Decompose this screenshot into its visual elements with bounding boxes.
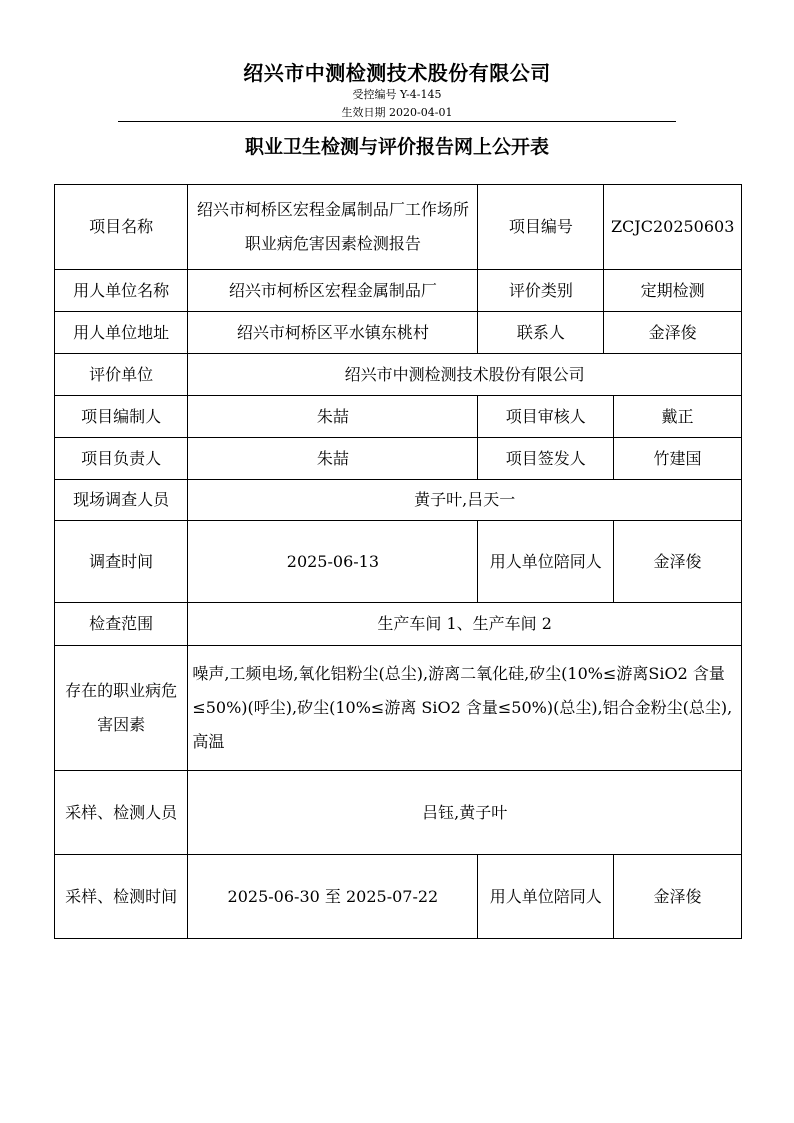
company-name: 绍兴市中测检测技术股份有限公司 [243, 61, 551, 85]
employer-value: 绍兴市柯桥区宏程金属制品厂 [188, 270, 478, 312]
table-row [55, 771, 742, 855]
table-row [55, 646, 742, 771]
table-row [55, 438, 742, 480]
reviewer-value: 戴正 [613, 396, 741, 438]
reviewer-label: 项目审核人 [478, 396, 613, 438]
compiler-label: 项目编制人 [55, 396, 188, 438]
project-name-value: 绍兴市柯桥区宏程金属制品厂工作场所职业病危害因素检测报告 [188, 185, 478, 270]
survey-time-value: 2025-06-13 [188, 521, 478, 603]
survey-staff-label: 现场调查人员 [55, 480, 188, 521]
employer-label: 用人单位名称 [55, 270, 188, 312]
sampling-time-value: 2025-06-30 至 2025-07-22 [188, 855, 478, 939]
table-row [55, 603, 742, 646]
table-row [55, 855, 742, 939]
sampling-time-label: 采样、检测时间 [55, 855, 188, 939]
scope-value: 生产车间 1、生产车间 2 [188, 603, 742, 646]
contact-label: 联系人 [478, 312, 604, 354]
table-row [55, 312, 742, 354]
hazards-value: 噪声,工频电场,氧化铝粉尘(总尘),游离二氧化硅,矽尘(10%≤游离SiO2 含量≤50%)(呼尘),矽尘(10%≤游离 SiO2 含量≤50%)(总尘),铝合金粉尘(总尘),高温 [188, 646, 742, 771]
table-row [55, 396, 742, 438]
address-label: 用人单位地址 [55, 312, 188, 354]
sampling-companion-value: 金泽俊 [613, 855, 741, 939]
contact-value: 金泽俊 [604, 312, 742, 354]
table-row [55, 185, 742, 270]
survey-companion-value: 金泽俊 [613, 521, 741, 603]
hazards-label: 存在的职业病危害因素 [55, 646, 188, 771]
issuer-label: 项目签发人 [478, 438, 613, 480]
survey-time-label: 调查时间 [55, 521, 188, 603]
project-no-value: ZCJC20250603 [604, 185, 742, 270]
sampling-staff-value: 吕钰,黄子叶 [188, 771, 742, 855]
eval-type-value: 定期检测 [604, 270, 742, 312]
project-no-label: 项目编号 [478, 185, 604, 270]
project-name-label: 项目名称 [55, 185, 188, 270]
compiler-value: 朱喆 [188, 396, 478, 438]
table-row [55, 270, 742, 312]
leader-label: 项目负责人 [55, 438, 188, 480]
survey-staff-value: 黄子叶,吕天一 [188, 480, 742, 521]
document-title: 职业卫生检测与评价报告网上公开表 [244, 136, 549, 158]
eval-unit-label: 评价单位 [55, 354, 188, 396]
effective-date: 生效日期 2020-04-01 [341, 106, 453, 119]
scope-label: 检查范围 [55, 603, 188, 646]
header-rule [118, 121, 676, 122]
eval-unit-value: 绍兴市中测检测技术股份有限公司 [188, 354, 742, 396]
table-row [55, 521, 742, 603]
issuer-value: 竹建国 [613, 438, 741, 480]
table-row [55, 480, 742, 521]
sampling-staff-label: 采样、检测人员 [55, 771, 188, 855]
leader-value: 朱喆 [188, 438, 478, 480]
eval-type-label: 评价类别 [478, 270, 604, 312]
control-number: 受控编号 Y-4-145 [352, 88, 442, 101]
disclosure-table [54, 184, 742, 939]
address-value: 绍兴市柯桥区平水镇东桃村 [188, 312, 478, 354]
table-row [55, 354, 742, 396]
survey-companion-label: 用人单位陪同人 [478, 521, 613, 603]
sampling-companion-label: 用人单位陪同人 [478, 855, 613, 939]
